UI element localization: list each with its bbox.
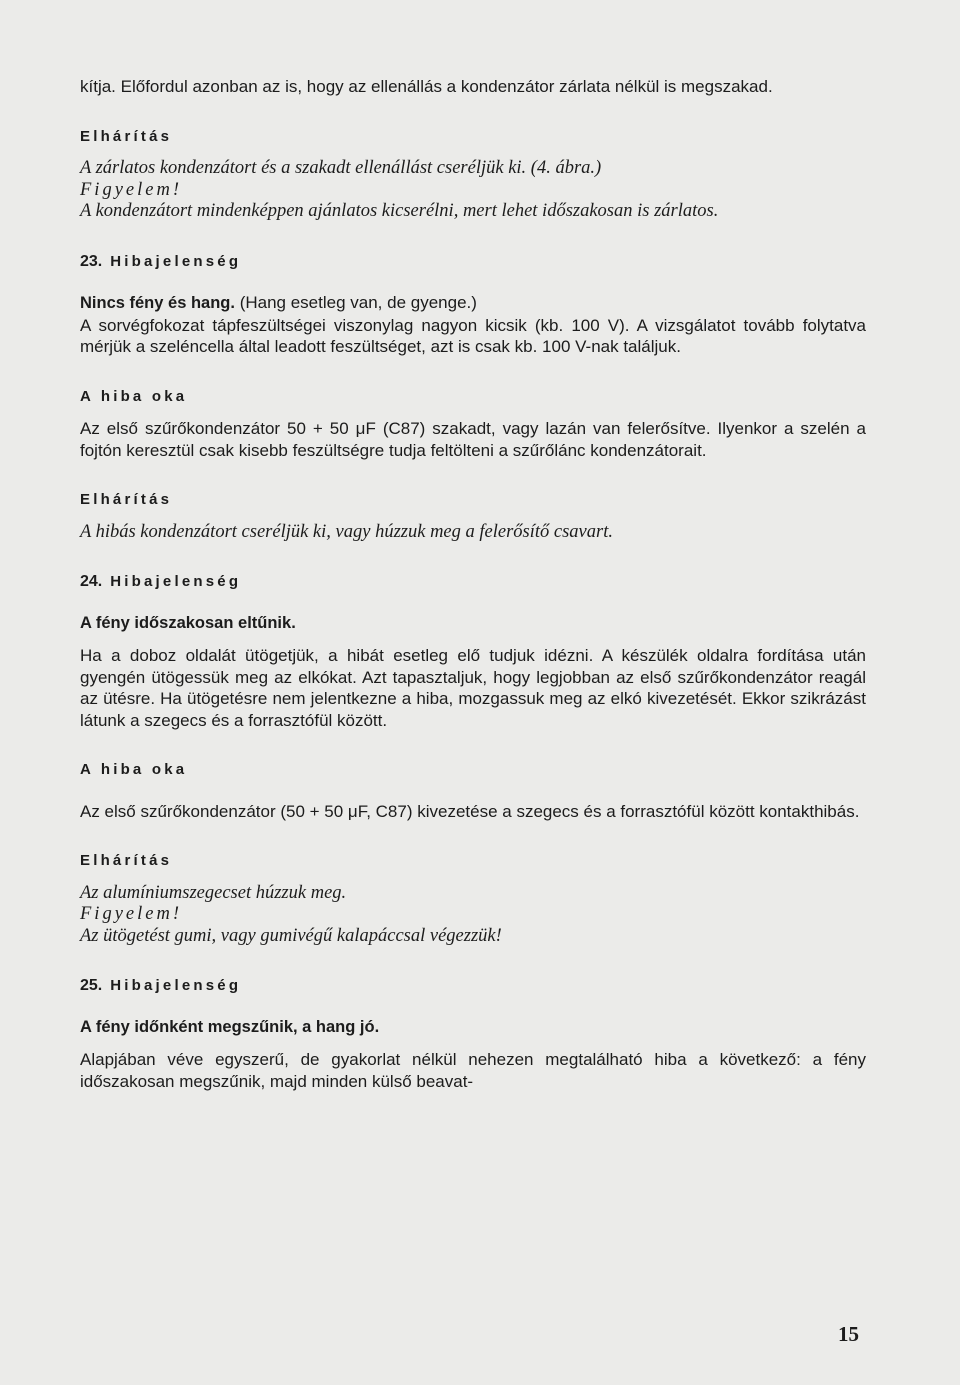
- heading-24: [80, 571, 866, 593]
- heading-23-number: 23.: [80, 252, 103, 270]
- hiba-oka-1-text: Az első szűrőkondenzátor 50 + 50 μF (C87) szakadt, vagy lazán van felerősítve. Ilyenkor a szelén a fojtón keresztül csak kisebb feszültségre tudja feltölteni a szűrőlánc kondenzátorait.: [80, 419, 866, 460]
- figyelem-2-label: Figyelem!: [80, 904, 182, 924]
- heading-23-title: Hibajelenség: [110, 252, 242, 270]
- heading-elharitas-3: Elhárítás: [80, 852, 173, 869]
- symptom-25-bold: A fény időnként megszűnik, a hang jó.: [80, 1017, 380, 1036]
- symptom-25-text: Alapjában véve egyszerű, de gyakorlat nélkül nehezen megtalálható hiba a következő: a fény időszakosan megszűnik, majd minden külső beavat-: [80, 1050, 866, 1091]
- page-content: [80, 76, 866, 1092]
- heading-hiba-oka-2: A hiba oka: [80, 761, 188, 778]
- elharitas-1-text: A zárlatos kondenzátort és a szakadt ellenállást cseréljük ki. (4. ábra.): [80, 158, 602, 178]
- heading-elharitas-1: Elhárítás: [80, 127, 173, 145]
- symptom-24-bold: A fény időszakosan eltűnik.: [80, 613, 296, 632]
- symptom-23-text: A sorvégfokozat tápfeszültségei viszonylag nagyon kicsik (kb. 100 V). A vizsgálatot tovább folytatva mérjük a szeléncella által leadott feszültséget, azt is csak kb. 100 V-nak találjuk.: [80, 315, 866, 356]
- figyelem-2-text: Az ütögetést gumi, vagy gumivégű kalapáccsal végezzük!: [80, 925, 502, 946]
- figyelem-1-text: A kondenzátort mindenképpen ajánlatos kicserélni, mert lehet időszakosan is zárlatos.: [80, 201, 719, 221]
- heading-23: [80, 251, 866, 273]
- symptom-23-bold: Nincs fény és hang.: [80, 294, 235, 312]
- heading-24-number: 24.: [80, 573, 103, 590]
- paragraph-intro: kítja. Előfordul azonban az is, hogy az ellenállás a kondenzátor zárlata nélkül is megszakad.: [80, 77, 773, 96]
- figyelem-1-label: Figyelem!: [80, 179, 182, 200]
- heading-25-number: 25.: [80, 977, 103, 994]
- heading-hiba-oka-1: A hiba oka: [80, 387, 188, 405]
- elharitas-3-text: Az alumíniumszegecset húzzuk meg.: [80, 882, 347, 903]
- heading-25: [80, 975, 866, 997]
- heading-24-title: Hibajelenség: [110, 573, 242, 590]
- heading-elharitas-2: Elhárítás: [80, 491, 173, 508]
- elharitas-2-text: A hibás kondenzátort cseréljük ki, vagy húzzuk meg a felerősítő csavart.: [80, 521, 613, 542]
- symptom-23-rest: (Hang esetleg van, de gyenge.): [234, 293, 477, 312]
- symptom-23-line: [80, 292, 866, 315]
- symptom-24-text: Ha a doboz oldalát ütögetjük, a hibát esetleg elő tudjuk idézni. A készülék oldalra fordítása után gyengén ütögessük meg az elkókat. Azt tapasztaljuk, hogy legjobban az első szűrőkondenzátor reagál az ütésre. Ha ütögetésre nem jelentkezne a hiba, mozgassuk meg az elkó kivezetését. Ekkor szikrázást látunk a szegecs és a forrasztófül között.: [80, 646, 866, 730]
- page-number: 15: [838, 1322, 859, 1346]
- heading-25-title: Hibajelenség: [110, 977, 242, 994]
- hiba-oka-2-text: Az első szűrőkondenzátor (50 + 50 μF, C87) kivezetése a szegecs és a forrasztófül között kontakthibás.: [80, 801, 860, 821]
